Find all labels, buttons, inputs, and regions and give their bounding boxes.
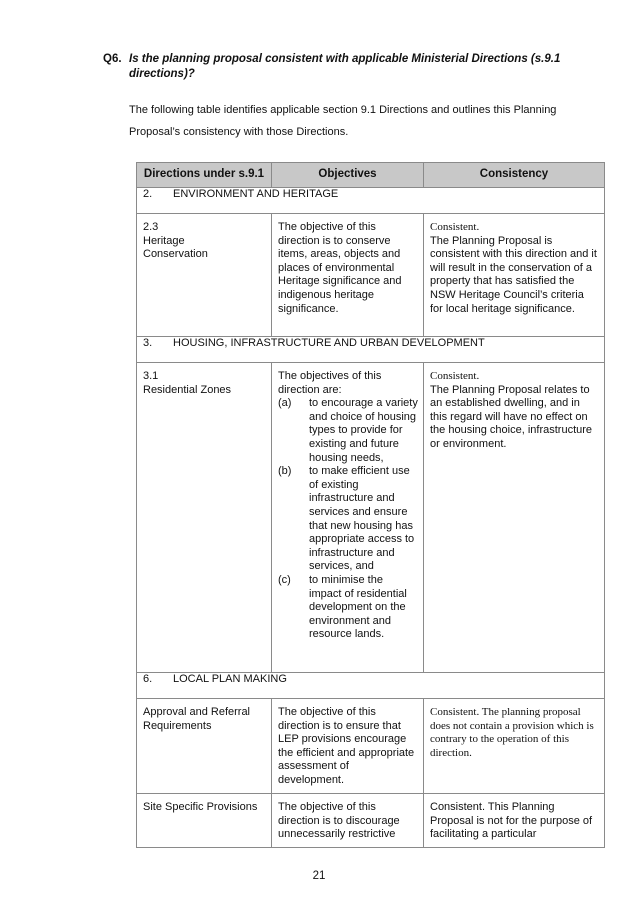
objective-intro: The objectives of this direction are: <box>278 370 382 396</box>
list-item <box>278 465 418 574</box>
list-marker: (b) <box>278 465 292 478</box>
header-directions: Directions under s.9.1 <box>137 163 272 188</box>
intro-paragraph: The following table identifies applicable section 9.1 Directions and outlines this Planning Proposal’s consistency with those Directions. <box>129 104 557 138</box>
section-row-environment <box>137 188 605 214</box>
list-text: to make efficient use of existing infrastructure and services and ensure that new housing has appropriate access to infrastructure and services, and <box>309 465 415 573</box>
list-marker: (a) <box>278 397 292 410</box>
consistency-text: The Planning Proposal is consistent with this direction and it will result in the conservation of a property that has satisfied the NSW Heritage Council’s criteria for local heritage significance. <box>430 234 597 315</box>
table-row <box>137 363 605 673</box>
section-row-housing <box>137 337 605 363</box>
consistency-label: Consistent. <box>430 370 480 382</box>
consistency-text: Consistent. The planning proposal does not contain a provision which is contrary to the operation of this direction. <box>430 706 594 759</box>
objective-text: The objective of this direction is to ensure that LEP provisions encourage the efficient and appropriate assessment of development. <box>278 706 415 786</box>
header-objectives: Objectives <box>272 163 424 188</box>
directions-table <box>136 162 605 848</box>
direction-name: Heritage Conservation <box>143 234 208 261</box>
direction-name: Residential Zones <box>143 383 232 396</box>
objective-text: The objective of this direction is to discourage unnecessarily restrictive <box>278 801 400 841</box>
header-consistency: Consistency <box>424 163 605 188</box>
table-row <box>137 214 605 337</box>
consistency-label: Consistent. <box>430 221 480 233</box>
question-text: Is the planning proposal consistent with applicable Ministerial Directions (s.9.1 directions)? <box>129 53 561 80</box>
list-text: to minimise the impact of residential development on the environment and resource lands. <box>309 573 407 641</box>
section-title: HOUSING, INFRASTRUCTURE AND URBAN DEVELOPMENT <box>173 337 485 349</box>
section-number: 3. <box>143 337 153 349</box>
section-title: LOCAL PLAN MAKING <box>173 673 287 685</box>
list-item <box>278 397 418 465</box>
section-row-local-plan <box>137 673 605 699</box>
consistency-text: Consistent. This Planning Proposal is not for the purpose of facilitating a particular <box>430 801 593 841</box>
objective-text: The objective of this direction is to conserve items, areas, objects and places of environmental Heritage significance and indigenous heritage significance. <box>278 221 402 315</box>
table-row <box>137 699 605 794</box>
section-title: ENVIRONMENT AND HERITAGE <box>173 188 339 200</box>
list-item <box>278 574 418 642</box>
direction-number: 3.1 <box>143 370 159 382</box>
consistency-text: The Planning Proposal relates to an established dwelling, and in this regard will have no effect on the housing choice, infrastructure or environment. <box>430 383 593 450</box>
direction-name: Approval and Referral Requirements <box>143 706 251 732</box>
list-text: to encourage a variety and choice of housing types to provide for existing and future housing needs, <box>309 397 418 464</box>
section-number: 2. <box>143 188 153 200</box>
list-marker: (c) <box>278 573 291 586</box>
direction-name: Site Specific Provisions <box>143 801 258 813</box>
page-number: 21 <box>312 870 326 882</box>
section-number: 6. <box>143 673 153 685</box>
direction-number: 2.3 <box>143 221 159 233</box>
question-number: Q6. <box>103 53 122 65</box>
table-header-row <box>137 163 605 188</box>
table-row <box>137 794 605 848</box>
